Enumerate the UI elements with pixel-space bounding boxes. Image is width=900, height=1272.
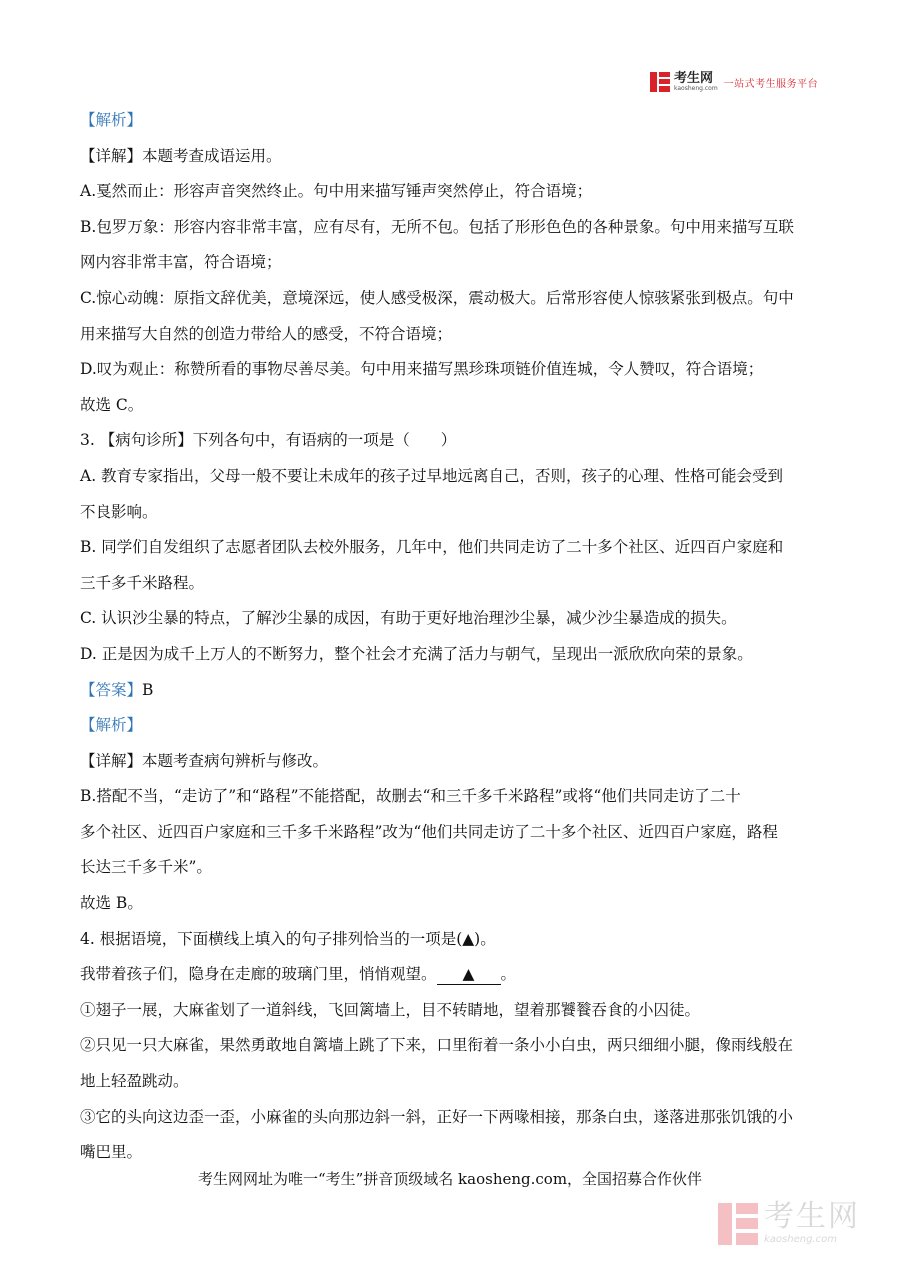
- logo-slogan: 一站式考生服务平台: [723, 78, 819, 90]
- line-text: 【详解】本题考查病句辨析与修改。: [80, 751, 329, 770]
- text-line: [80, 673, 825, 709]
- text-line: [80, 423, 825, 459]
- line-text: 4. 根据语境，下面横线上填入的句子排列恰当的一项是(▲)。: [80, 929, 496, 948]
- text-line: [80, 850, 825, 886]
- line-text: B.包罗万象：形容内容非常丰富，应有尽有，无所不包。包括了形形色色的各种景象。句中用来描写互联: [80, 217, 794, 236]
- section-label: 【解析】: [80, 111, 143, 129]
- text-line: [80, 459, 825, 495]
- text-line: [80, 886, 825, 922]
- section-label: 【答案】: [80, 680, 143, 699]
- text-line: [80, 637, 825, 673]
- text-line: [80, 139, 825, 175]
- line-text: 不良影响。: [80, 502, 158, 521]
- text-line: [80, 317, 825, 353]
- section-label: 【解析】: [80, 716, 143, 735]
- text-line: [80, 601, 825, 637]
- line-text: 长达三千多千米”。: [80, 858, 212, 877]
- line-text: 地上轻盈跳动。: [80, 1072, 189, 1091]
- line-text: B.搭配不当，“走访了”和“路程”不能搭配，故删去“和三千多千米路程”或将“他们共同走访了二十: [80, 787, 741, 806]
- text-line: [80, 779, 825, 815]
- text-line: [80, 922, 825, 958]
- line-text: 我带着孩子们，隐身在走廊的玻璃门里，悄悄观望。: [80, 965, 437, 984]
- text-line: [80, 957, 825, 993]
- text-line: [80, 744, 825, 780]
- line-text: ②只见一只大麻雀，果然勇敢地自篱墙上跳了下来，口里衔着一条小小白虫，两只细细小腿，像雨线般在: [80, 1036, 794, 1055]
- logo-name: [674, 72, 718, 92]
- line-text: D.叹为观止：称赞所看的事物尽善尽美。句中用来描写黑珍珠项链价值连城，令人赞叹，符合语境；: [80, 360, 764, 379]
- text-line: [80, 566, 825, 602]
- text-line: [80, 245, 825, 281]
- text-line: [80, 352, 825, 388]
- page-footer: 考生网网址为唯一“考生”拼音顶级域名 kaosheng.com，全国招募合作伙伴: [197, 1170, 703, 1188]
- line-text: B. 同学们自发组织了志愿者团队去校外服务，几年中，他们共同走访了二十多个社区、近四百户家庭和: [80, 538, 784, 557]
- line-text: 多个社区、近四百户家庭和三千多千米路程”改为“他们共同走访了二十多个社区、近四百户家庭，路程: [80, 822, 778, 841]
- watermark-en: kaosheng.com: [764, 1234, 837, 1245]
- text-line: [80, 1028, 825, 1064]
- line-text-after: 。: [500, 965, 517, 984]
- header-logo[interactable]: [650, 72, 818, 92]
- text-line: [80, 388, 825, 424]
- line-text: 【详解】本题考查成语运用。: [80, 146, 282, 165]
- line-text: C.惊心动魄：原指文辞优美，意境深远，使人感受极深，震动极大。后常形容使人惊骇紧张到极点。句中: [80, 288, 794, 307]
- fill-blank: ▲: [437, 964, 501, 985]
- line-text: ③它的头向这边歪一歪，小麻雀的头向那边斜一斜，正好一下两喙相接，那条白虫，遂落进那张饥饿的小: [80, 1107, 794, 1126]
- text-line: [80, 1100, 825, 1136]
- text-line: [80, 708, 825, 744]
- text-line: [80, 210, 825, 246]
- text-line: [80, 815, 825, 851]
- line-text: 网内容非常丰富，符合语境；: [80, 253, 282, 272]
- watermark: [718, 1199, 860, 1245]
- text-line: [80, 530, 825, 566]
- line-text: B: [142, 680, 154, 699]
- text-line: [80, 1135, 825, 1171]
- watermark-logo-icon: [718, 1203, 758, 1245]
- line-text: 三千多千米路程。: [80, 573, 205, 592]
- text-line: [80, 174, 825, 210]
- line-text: C. 认识沙尘暴的特点，了解沙尘暴的成因，有助于更好地治理沙尘暴，减少沙尘暴造成的损失。: [80, 609, 737, 628]
- text-line: [80, 281, 825, 317]
- logo-cn: 考生网: [674, 71, 714, 86]
- document-body: [80, 103, 825, 1171]
- logo-en: kaosheng.com: [674, 85, 718, 92]
- line-text: 嘴巴里。: [80, 1143, 143, 1162]
- text-line: [80, 495, 825, 531]
- text-line: [80, 103, 825, 139]
- line-text: 故选 B。: [80, 894, 143, 913]
- watermark-cn: 考生网: [764, 1199, 860, 1234]
- kaosheng-logo-icon: [650, 72, 670, 92]
- line-text: D. 正是因为成千上万人的不断努力，整个社会才充满了活力与朝气，呈现出一派欣欣向荣的景象。: [80, 644, 753, 663]
- line-text: 用来描写大自然的创造力带给人的感受，不符合语境；: [80, 324, 453, 343]
- line-text: 3. 【病句诊所】下列各句中，有语病的一项是（ ）: [80, 431, 457, 450]
- line-text: A.戛然而止：形容声音突然终止。句中用来描写锤声突然停止，符合语境；: [80, 182, 593, 201]
- line-text: ①翅子一展，大麻雀划了一道斜线，飞回篱墙上，目不转睛地，望着那饕餮吞食的小囚徒。: [80, 1000, 701, 1019]
- text-line: [80, 1064, 825, 1100]
- line-text: A. 教育专家指出，父母一般不要让未成年的孩子过早地远离自己，否则，孩子的心理、性格可能会受到: [80, 466, 784, 485]
- line-text: 故选 C。: [80, 395, 144, 414]
- watermark-text: [764, 1199, 860, 1245]
- text-line: [80, 993, 825, 1029]
